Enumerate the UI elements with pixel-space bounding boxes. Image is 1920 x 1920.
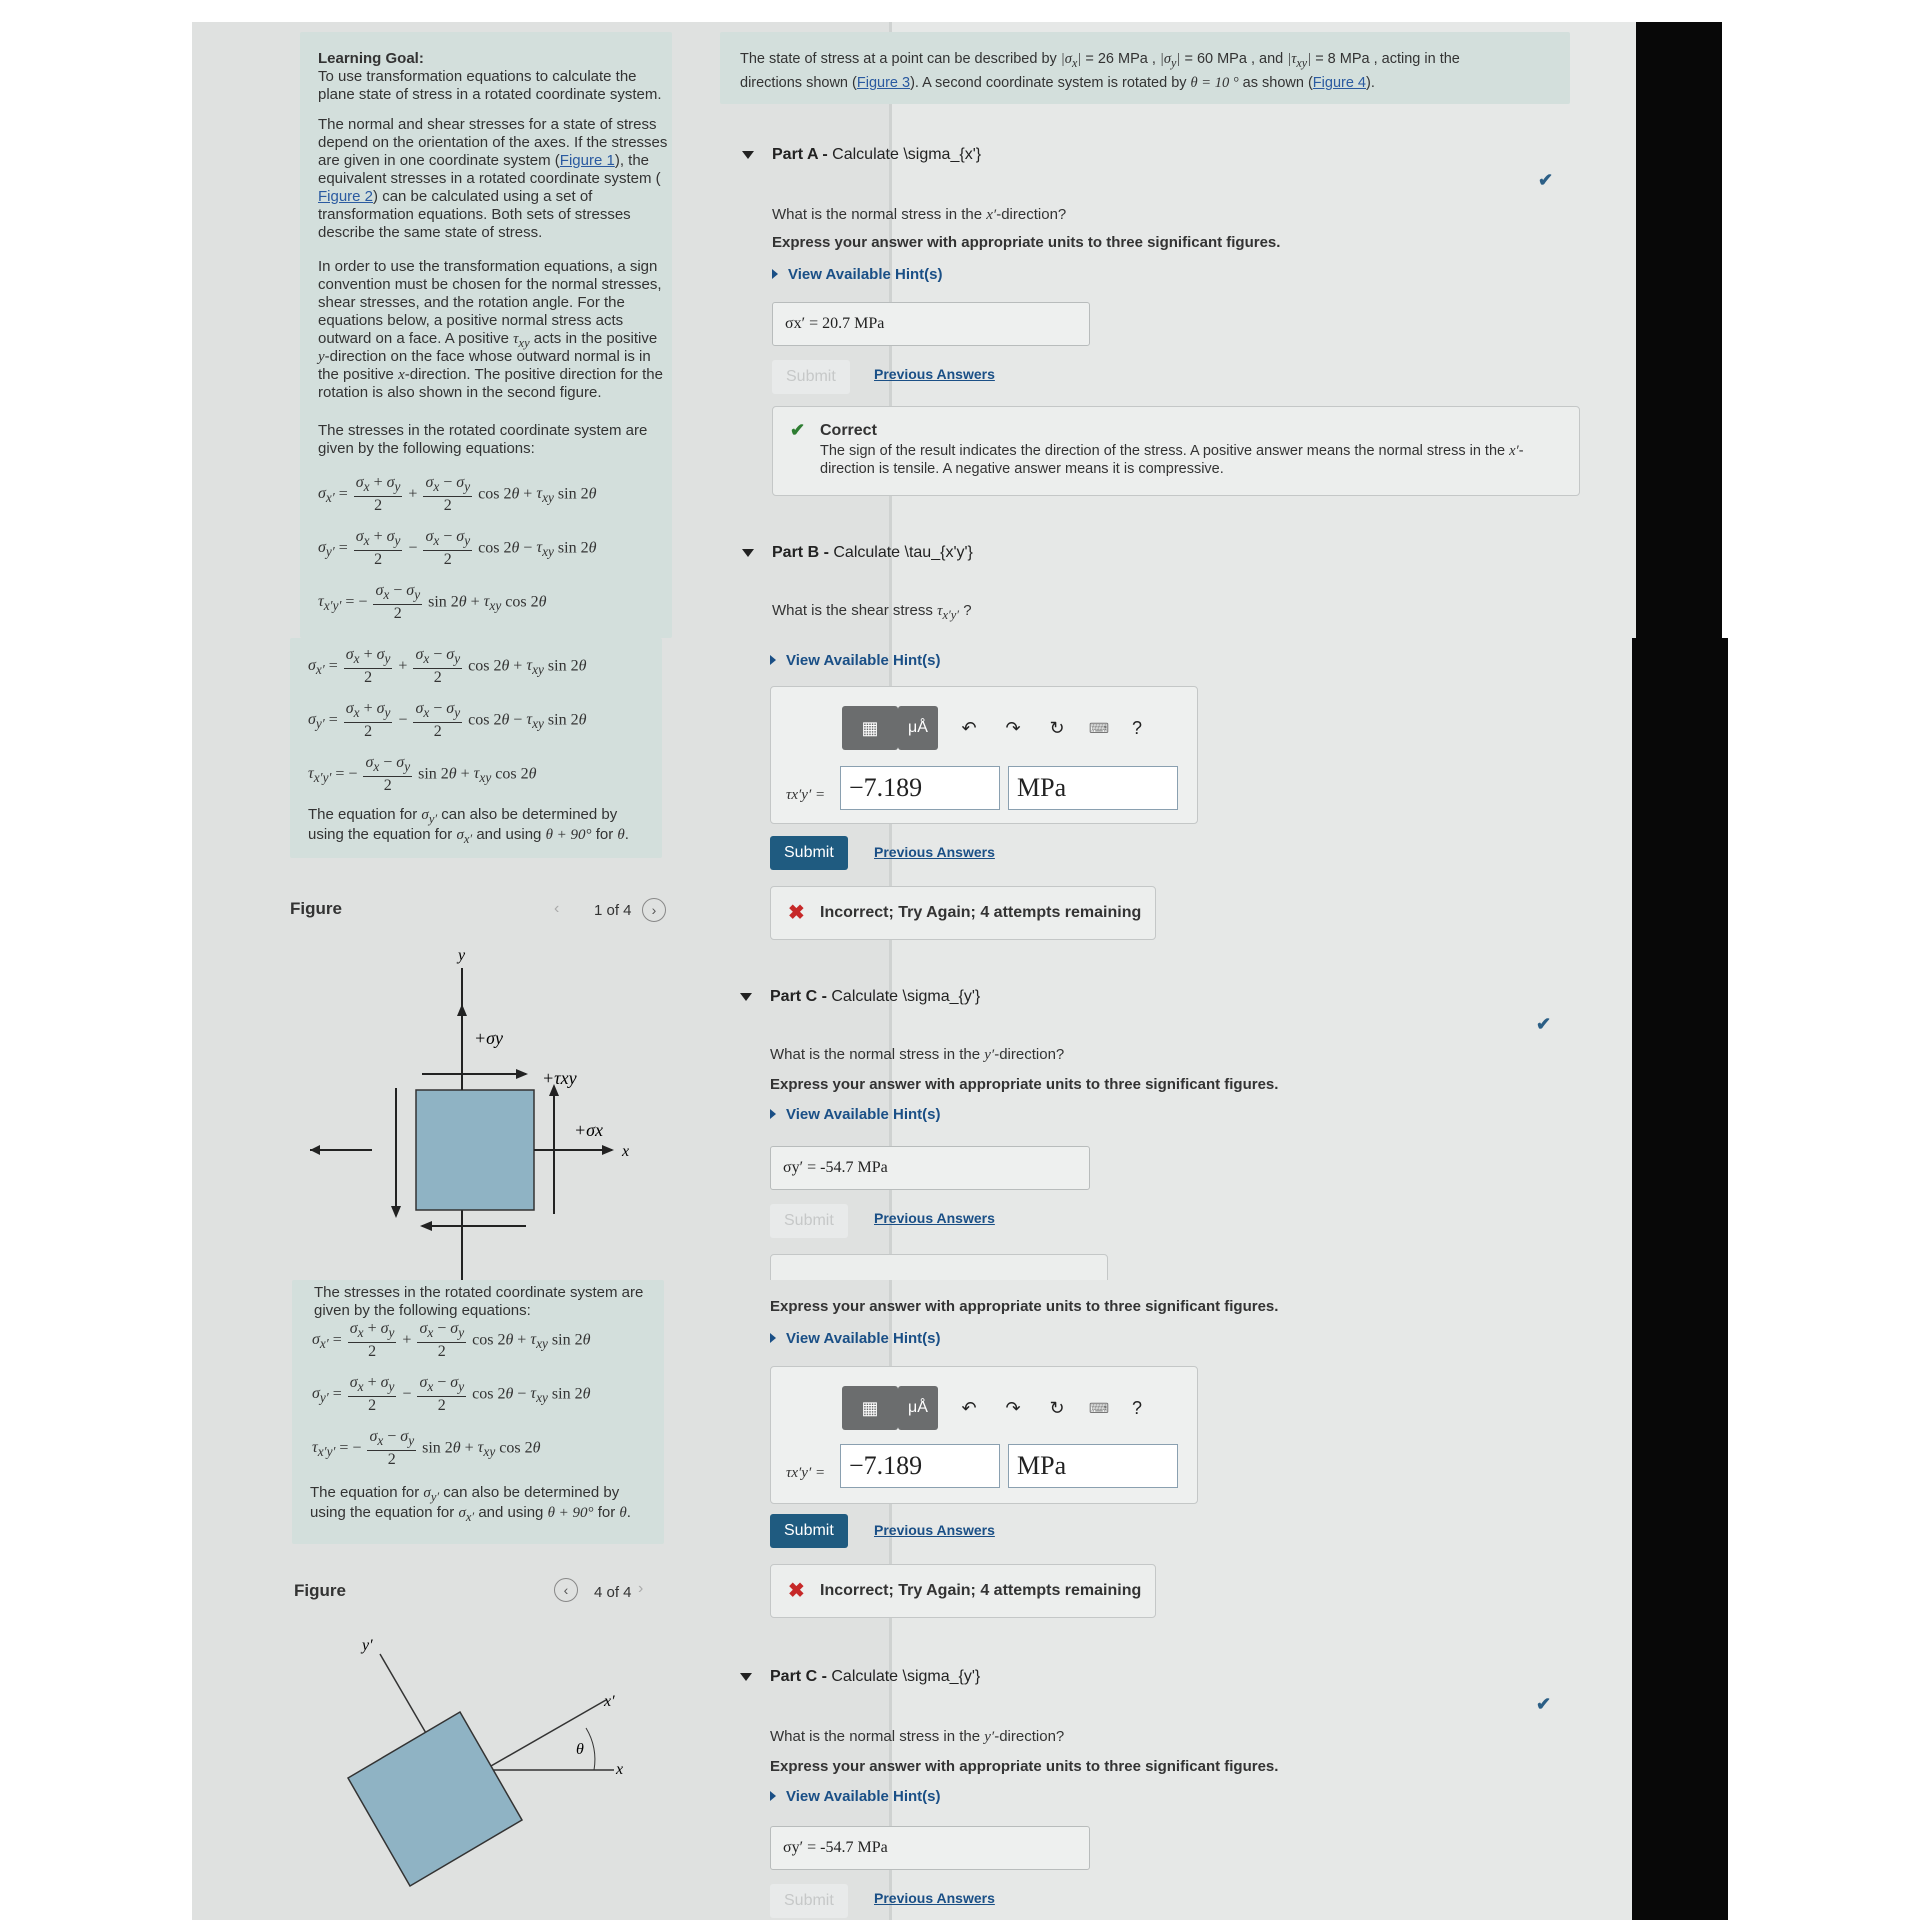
submit-button[interactable]: Submit xyxy=(770,836,848,870)
figure-3-link[interactable]: Figure 3 xyxy=(856,75,911,91)
eq-tau-xpyp: $\tau_{x'y'}$ = − $\frac{\sigma_x - \sigma_y}{2}$ $\sin 2\theta + \tau_{xy}$ cos 2θ xyxy=(318,582,547,623)
part-c-header[interactable]: Part C - Calculate \sigma_{y'} xyxy=(740,1668,980,1686)
collapse-triangle-icon[interactable] xyxy=(742,151,754,159)
previous-answers-link[interactable]: Previous Answers xyxy=(874,1890,995,1906)
next-figure-icon[interactable]: › xyxy=(642,898,666,922)
figure-pager: 4 of 4 xyxy=(594,1584,632,1601)
keyboard-icon[interactable]: ⌨ xyxy=(1088,1400,1110,1416)
check-icon: ✔ xyxy=(1536,1694,1552,1714)
stress-element-square xyxy=(416,1090,534,1210)
prev-figure-icon[interactable]: ‹ xyxy=(554,900,560,917)
unit-input[interactable]: MPa xyxy=(1008,766,1178,810)
answer-display: σy′ = -54.7 MPa xyxy=(770,1146,1090,1190)
screenshot-strip-1: Learning Goal: To use transformation equations to calculate the plane state of stress in a rotated coordinate system. The normal and shear stresses for a state of stress depend on the orientation of the axes. If the stresses are given in one coordinate system (Figure 1), the equivalent stresses in a rotated coordinate system ( Figure 2) can be calculated using a set of transformation equations. Both sets of stresses describe the same state of stress. In order to use the transformation equations, a sign convention must be chosen for the normal stresses, shear stresses, and the rotation angle. For the equations below, a positive normal stress acts outward on a face. A positive $\tau_{xy}$ acts in the positive y-direction on the face whose outward normal is in the positive x-direction. The positive direction for the rotation is also shown in the second figure. The stresses in the rotated coordinate system are given by the following equations: $\sigma_{x'}$ = $\frac{\sigma_x + \sigma_y}{2}$ + $\frac{\sigma_x - \sigma_y}{2}$ $\cos 2\theta + \tau_{xy}$ sin 2θ $\sigma_{y'}$ = $\frac{\sigma_x + \sigma_y}{2}$ − $\frac{\sigma_x - \sigma_y}{2}$ $\cos 2\theta - \tau_{xy}$ sin 2θ $\tau_{x'y'}$ = − $\frac{\sigma_x - \sigma_y}{2}$ $\sin 2\theta + \tau_{xy}$ cos 2θ The state of stress at a point can be described by $|\sigma_x| = 26$ MPa , $|\sigma_y| = 60$ MPa , and $|\tau_{xy}| = 8$ MPa , acting in the directions shown (Figure 3). A second coordinate system is rotated by θ = 10 ° as shown (Figure 4). Part A - Calculate \sigma_{x'} ✔ What is the normal stress in the x′-direction? Express your answer with appropriate units to three significant figures. View Available Hint(s) σx′ = 20.7 MPa Submit Previous Answers ✔ Correct The sign of the result indicates the direction of the stress. A positive answer means the normal stress in the x′- direction is tensile. A negative answer means it is compressive. Part B - Calculate \tau_{x'y'} What is the shear stress $\tau_{x'y'}$ ? xyxy=(192,22,1722,638)
check-icon: ✔ xyxy=(1538,170,1554,190)
rotated-element-square xyxy=(348,1712,522,1886)
figure-heading: Figure xyxy=(290,899,342,918)
eq-sigma-yp: $\sigma_{y'}$ = $\frac{\sigma_x + \sigma_y}{2}$ − $\frac{\sigma_x - \sigma_y}{2}$ $\cos 2\theta - \tau_{xy}$ sin 2θ xyxy=(318,528,597,569)
view-hints-link[interactable]: View Available Hint(s) xyxy=(770,1106,941,1123)
problem-line-1: The state of stress at a point can be described by $|\sigma_x| = 26$ MPa , $|\sigma_y| = 60$ MPa , and $|\tau_{xy}| = 8$ MPa , acting in the xyxy=(740,51,1460,70)
submit-button[interactable]: Submit xyxy=(772,360,850,394)
next-figure-icon[interactable]: › xyxy=(638,1580,644,1597)
collapse-triangle-icon[interactable] xyxy=(742,549,754,557)
y-axis-label: y xyxy=(458,947,466,964)
units-button[interactable]: μÅ xyxy=(898,1386,938,1430)
templates-button[interactable]: ▦ xyxy=(842,706,898,750)
redo-icon[interactable]: ↷ xyxy=(1005,1398,1021,1418)
value-input[interactable]: −7.189 xyxy=(840,766,1000,810)
unit-input[interactable]: MPa xyxy=(1008,1444,1178,1488)
help-icon[interactable]: ? xyxy=(1131,718,1142,738)
screenshot-strip-3: The stresses in the rotated coordinate system are given by the following equations: $\sigma_{x'}$ = $\frac{\sigma_x + \sigma_y}{2}$ + $\frac{\sigma_x - \sigma_y}{2}$ $\cos 2\theta + \tau_{xy}$ sin 2θ $\sigma_{y'}$ = $\frac{\sigma_x + \sigma_y}{2}$ − $\frac{\sigma_x - \sigma_y}{2}$ $\cos 2\theta - \tau_{xy}$ sin 2θ $\tau_{x'y'}$ = − $\frac{\sigma_x - \sigma_y}{2}$ $\sin 2\theta + \tau_{xy}$ cos 2θ The equation for $\sigma_{y'}$ can also be determined by using the equation for $\sigma_{x'}$ and using θ + 90° for θ. Figure ‹ 4 of 4 › y′ x′ θ x Express your answer with appropriate units to three significant figures. View Available Hint(s) ▦ μÅ ↶ ↷ ↻ ⌨ ? τx′y′ = −7.189 MPa Submit Previous Answers ✖ Incorrect; Try Again; 4 attempts remaining Part C - Calculate \sigma_{y'} ✔ What is the normal stress in the y′-direction? Express your answer with appropriate units to three significant figures. View Available Hint(s) σy′ = -54.7 MPa Submit Previous Answers xyxy=(192,1280,1728,1920)
theta-label: θ xyxy=(576,1741,584,1758)
prev-figure-icon[interactable]: ‹ xyxy=(554,1578,578,1602)
stress-element-figure xyxy=(292,938,672,1280)
check-icon: ✔ xyxy=(1536,1014,1552,1034)
tau-xy-label: +τxy xyxy=(542,1068,577,1088)
help-icon[interactable]: ? xyxy=(1131,1398,1142,1418)
x-axis-label: x xyxy=(622,1143,630,1160)
figure-2-link[interactable]: Figure 2 xyxy=(318,188,374,205)
undo-icon[interactable]: ↶ xyxy=(961,1398,977,1418)
units-button[interactable]: μÅ xyxy=(898,706,938,750)
submit-button[interactable]: Submit xyxy=(770,1514,848,1548)
reset-icon[interactable]: ↻ xyxy=(1049,1398,1065,1418)
part-c-header[interactable]: Part C - Calculate \sigma_{y'} xyxy=(740,988,980,1006)
rotated-element-figure xyxy=(312,1630,652,1920)
sigma-x-label: +σx xyxy=(574,1120,604,1140)
redo-icon[interactable]: ↷ xyxy=(1005,718,1021,738)
eq-sigma-xp: $\sigma_{x'}$ = $\frac{\sigma_x + \sigma_y}{2}$ + $\frac{\sigma_x - \sigma_y}{2}$ $\cos 2\theta + \tau_{xy}$ sin 2θ xyxy=(318,474,597,515)
x-prime-label: x′ xyxy=(604,1693,615,1710)
collapse-triangle-icon[interactable] xyxy=(740,993,752,1001)
templates-button[interactable]: ▦ xyxy=(842,1386,898,1430)
figure-heading: Figure xyxy=(294,1581,346,1600)
view-hints-link[interactable]: View Available Hint(s) xyxy=(770,1788,941,1805)
dark-edge xyxy=(1632,638,1728,1280)
dark-edge xyxy=(1636,22,1722,638)
undo-icon[interactable]: ↶ xyxy=(961,718,977,738)
problem-line-2: directions shown (Figure 3). A second coordinate system is rotated by θ = 10 ° as shown (Figure 4). xyxy=(740,75,1375,91)
previous-answers-link[interactable]: Previous Answers xyxy=(874,1210,995,1226)
figure-4-link[interactable]: Figure 4 xyxy=(1312,75,1366,91)
previous-answers-link[interactable]: Previous Answers xyxy=(874,1522,995,1538)
y-prime-label: y′ xyxy=(362,1637,373,1654)
view-hints-link[interactable]: View Available Hint(s) xyxy=(770,652,941,669)
collapse-triangle-icon[interactable] xyxy=(740,1673,752,1681)
dark-edge xyxy=(1632,1280,1728,1920)
screenshot-strip-2: $\sigma_{x'}$ = $\frac{\sigma_x + \sigma_y}{2}$ + $\frac{\sigma_x - \sigma_y}{2}$ $\cos 2\theta + \tau_{xy}$ sin 2θ $\sigma_{y'}$ = $\frac{\sigma_x + \sigma_y}{2}$ − $\frac{\sigma_x - \sigma_y}{2}$ $\cos 2\theta - \tau_{xy}$ sin 2θ $\tau_{x'y'}$ = − $\frac{\sigma_x - \sigma_y}{2}$ $\sin 2\theta + \tau_{xy}$ cos 2θ The equation for $\sigma_{y'}$ can also be determined by using the equation for $\sigma_{x'}$ and using θ + 90° for θ. Figure ‹ 1 of 4 › y +σy +τxy +σx x View Available Hint(s) ▦ μÅ ↶ ↷ ↻ ⌨ ? τx′y′ = −7.189 MPa Submit Previous Answers ✖ Incorrect; Try Again; 4 attempts remaining Part C - Calculate \sigma_{y'} ✔ What is the normal stress in the y′-direction? Express your answer with appropriate units to three significant figures. View Available Hint(s) σy′ = -54.7 MPa Submit Previous Answers xyxy=(192,638,1728,1280)
correct-check-icon: ✔ xyxy=(790,420,806,440)
submit-button[interactable]: Submit xyxy=(770,1204,848,1238)
figure-pager: 1 of 4 xyxy=(594,902,632,919)
part-a-header[interactable]: Part A - Calculate \sigma_{x'} xyxy=(742,146,981,164)
x-axis-label: x xyxy=(616,1761,624,1778)
view-hints-link[interactable]: View Available Hint(s) xyxy=(770,1330,941,1347)
previous-answers-link[interactable]: Previous Answers xyxy=(874,844,995,860)
reset-icon[interactable]: ↻ xyxy=(1049,718,1065,738)
view-hints-link[interactable]: View Available Hint(s) xyxy=(772,266,943,283)
sigma-y-label: +σy xyxy=(474,1028,504,1048)
x-mark-icon: ✖ xyxy=(788,1580,805,1602)
figure-1-link[interactable]: Figure 1 xyxy=(559,152,615,169)
answer-display: σx′ = 20.7 MPa xyxy=(772,302,1090,346)
submit-button[interactable]: Submit xyxy=(770,1884,848,1918)
keyboard-icon[interactable]: ⌨ xyxy=(1088,720,1110,736)
answer-display: σy′ = -54.7 MPa xyxy=(770,1826,1090,1870)
part-b-header[interactable]: Part B - Calculate \tau_{x'y'} xyxy=(742,544,973,562)
previous-answers-link[interactable]: Previous Answers xyxy=(874,366,995,382)
value-input[interactable]: −7.189 xyxy=(840,1444,1000,1488)
learning-goal-heading: Learning Goal: xyxy=(318,50,424,67)
x-mark-icon: ✖ xyxy=(788,902,805,924)
